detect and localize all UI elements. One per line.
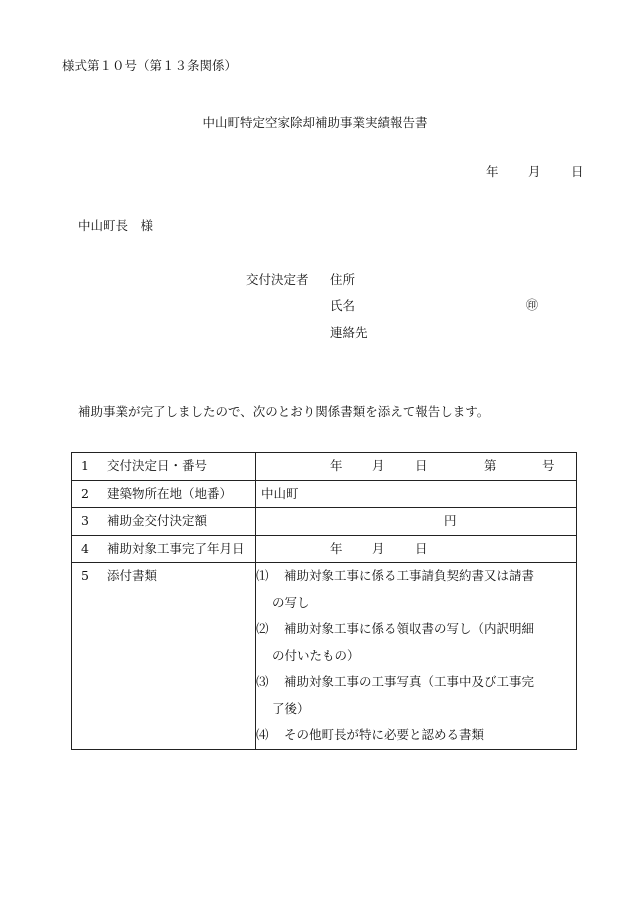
attachment-text-cont: 了後） (272, 700, 310, 716)
table-row (72, 480, 577, 508)
attachment-text-cont: の付いたもの） (272, 647, 360, 663)
row-number: 1 (81, 458, 89, 473)
attachment-text: 補助対象工事に係る領収書の写し（内訳明細 (284, 621, 535, 636)
form-number: 様式第１０号（第１３条関係） (62, 58, 238, 73)
day-unit: 日 (415, 540, 428, 556)
contact-label: 連絡先 (330, 325, 368, 340)
completion-date-field[interactable] (256, 535, 577, 563)
attachment-number: ⑴ (256, 568, 269, 583)
row-label-cell (72, 453, 256, 481)
yen-unit: 円 (444, 513, 457, 528)
attachment-number: ⑵ (256, 621, 269, 636)
year-unit: 年 (330, 540, 343, 556)
recipient: 中山町長 様 (78, 218, 154, 233)
month-unit: 月 (372, 458, 385, 473)
attachments-cell (256, 563, 577, 750)
subsidy-amount-field[interactable] (256, 508, 577, 536)
attachment-text-cont: の写し (272, 594, 310, 610)
document-title: 中山町特定空家除却補助事業実績報告書 (202, 115, 428, 130)
date-day-label: 日 (571, 164, 584, 179)
year-unit: 年 (330, 458, 343, 473)
date-year-label: 年 (486, 164, 499, 179)
attachment-text: その他町長が特に必要と認める書類 (284, 727, 485, 742)
number-prefix: 第 (484, 458, 497, 473)
row-label-cell (72, 563, 256, 750)
table-row (72, 453, 577, 481)
row-number: 2 (81, 485, 89, 501)
report-statement: 補助事業が完了しましたので、次のとおり関係書類を添えて報告します。 (78, 404, 490, 419)
address-label: 住所 (330, 272, 356, 287)
attachment-number: ⑶ (256, 674, 269, 689)
month-unit: 月 (372, 540, 385, 556)
row-label: 補助対象工事完了年月日 (107, 540, 245, 556)
number-suffix: 号 (542, 458, 555, 473)
name-label: 氏名 (330, 298, 356, 313)
building-location-field[interactable] (256, 480, 577, 508)
row-label-cell (72, 480, 256, 508)
day-unit: 日 (415, 458, 428, 473)
table-row (72, 563, 577, 750)
attachment-text: 補助対象工事の工事写真（工事中及び工事完 (284, 674, 535, 689)
attachment-item (256, 616, 576, 669)
row-label: 交付決定日・番号 (107, 458, 208, 473)
table-row (72, 508, 577, 536)
decision-date-number-field[interactable] (256, 453, 577, 481)
applicant-label: 交付決定者 (246, 272, 309, 287)
row-label: 補助金交付決定額 (107, 513, 208, 528)
table-row (72, 535, 577, 563)
location-value: 中山町 (261, 485, 299, 501)
report-table (71, 452, 577, 750)
row-label-cell (72, 508, 256, 536)
attachment-item (256, 669, 576, 722)
row-number: 3 (81, 513, 89, 528)
row-number: 4 (81, 540, 89, 556)
attachment-text: 補助対象工事に係る工事請負契約書又は請書 (284, 568, 535, 583)
row-number: 5 (81, 568, 89, 583)
row-label-cell (72, 535, 256, 563)
row-label: 添付書類 (107, 568, 158, 583)
seal-mark: ㊞ (526, 298, 539, 312)
attachment-number: ⑷ (256, 727, 269, 742)
attachment-item (256, 722, 576, 749)
date-month-label: 月 (528, 164, 541, 179)
row-label: 建築物所在地（地番） (107, 485, 233, 501)
attachment-item (256, 563, 576, 616)
